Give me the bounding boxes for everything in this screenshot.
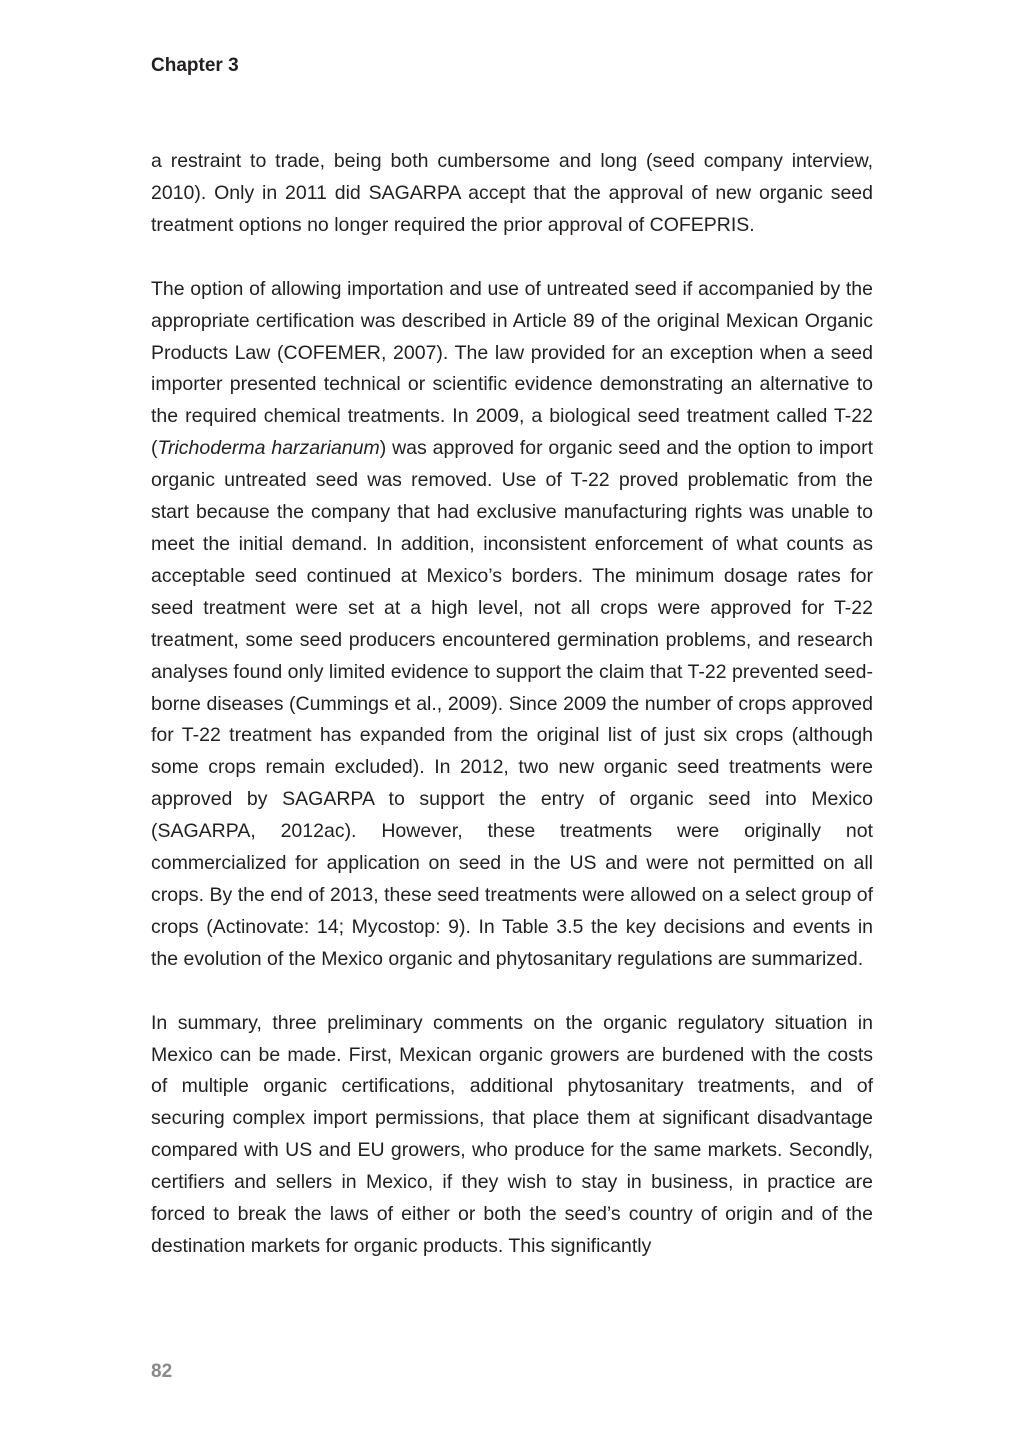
body-text: [151, 146, 873, 1295]
paragraph-2-text-start: The option of allowing importation and use of untreated seed if accompanied by the appropriate certification was described in Article 89 of the original Mexican Organic Products Law (COFEMER, 2007). The law provided for an exception when a seed importer presented technical or scientific evidence demonstrating an alternative to the required chemical treatments. In 2009, a biological seed treatment called T-22 (: [151, 277, 873, 460]
paragraph-3: In summary, three preliminary comments on the organic regulatory situation in Mexico can be made. First, Mexican organic growers are burdened with the costs of multiple organic certifications, additional phytosanitary treatments, and of securing complex import permissions, that place them at significant disadvantage compared with US and EU growers, who produce for the same markets. Secondly, certifiers and sellers in Mexico, if they wish to stay in business, in practice are forced to break the laws of either or both the seed’s country of origin and of the destination markets for organic products. This significantly: [151, 1011, 873, 1257]
paragraph-2: [151, 274, 873, 976]
paragraph-1: a restraint to trade, being both cumbersome and long (seed company interview, 2010). Only in 2011 did SAGARPA accept that the approval of new organic seed treatment options no longer required the prior approval of COFEPRIS.: [151, 150, 873, 236]
species-name: Trichoderma harzarianum: [157, 437, 380, 460]
running-head: Chapter 3: [151, 55, 239, 76]
page-number: 82: [151, 1361, 173, 1382]
paragraph-2-text-end: ) was approved for organic seed and the option to import organic untreated seed was removed. Use of T-22 proved problematic from the start because the company that had exclusive manufacturing rights was unable to meet the initial demand. In addition, inconsistent enforcement of what counts as acceptable seed continued at Mexico’s borders. The minimum dosage rates for seed treatment were set at a high level, not all crops were approved for T-22 treatment, some seed producers encountered germination problems, and research analyses found only limited evidence to support the claim that T-22 prevented seed-borne diseases (Cummings et al., 2009). Since 2009 the number of crops approved for T-22 treatment has expanded from the original list of just six crops (although some crops remain excluded). In 2012, two new organic seed treatments were approved by SAGARPA to support the entry of organic seed into Mexico (SAGARPA, 2012ac). However, these treatments were originally not commercialized for application on seed in the US and were not permitted on all crops. By the end of 2013, these seed treatments were allowed on a select group of crops (Actinovate: 14; Mycostop: 9). In Table 3.5 the key decisions and events in the evolution of the Mexico organic and phytosanitary regulations are summarized.: [151, 437, 873, 970]
